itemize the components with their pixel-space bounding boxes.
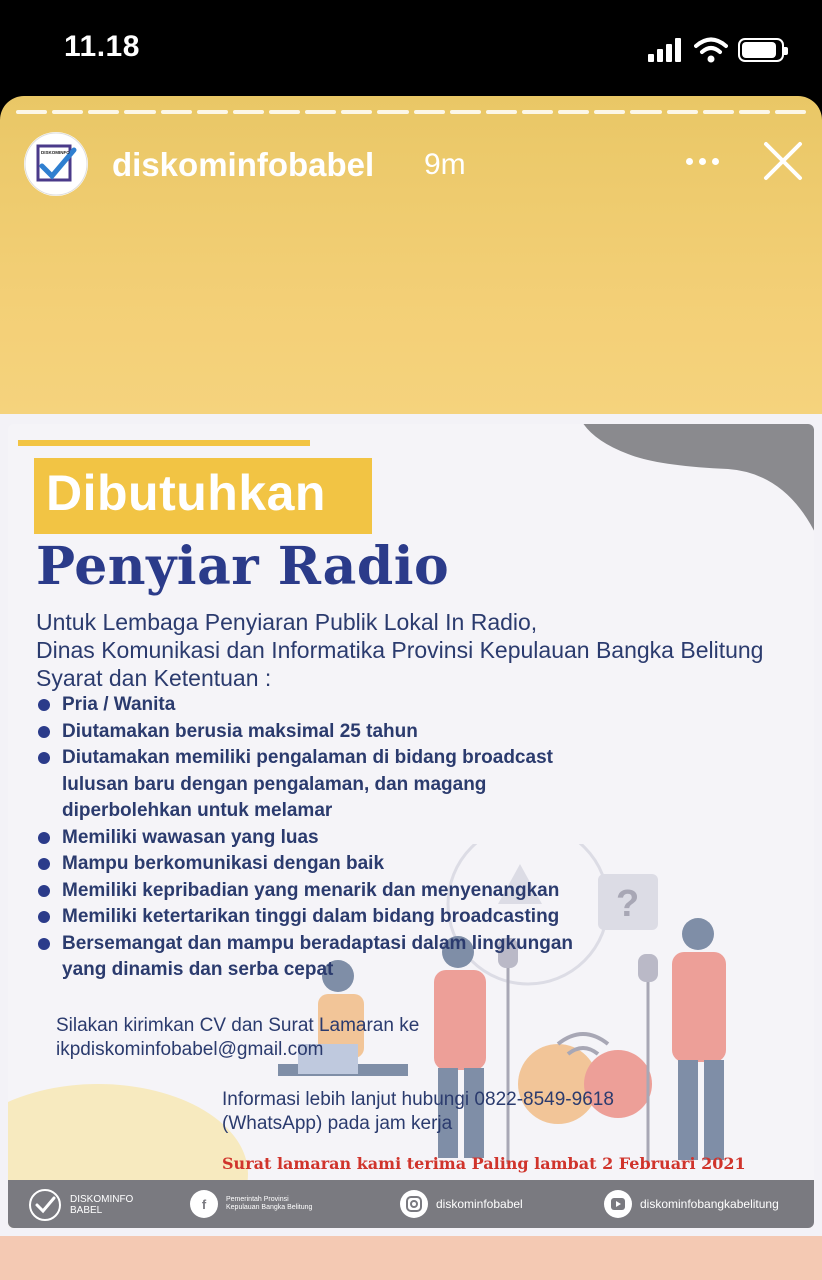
- requirement-item: Diutamakan memiliki pengalaman di bidang broadcast lulusan baru dengan pengalaman, dan magang diperbolehkan untuk melamar: [36, 745, 596, 825]
- deadline-text: Surat lamaran kami terima Paling lambat 2 Februari 2021: [222, 1154, 746, 1173]
- requirement-item: Mampu berkomunikasi dengan baik: [36, 851, 636, 878]
- footer-facebook: [190, 1190, 312, 1218]
- progress-segment: [161, 110, 192, 114]
- progress-segment: [52, 110, 83, 114]
- contact-phone: Informasi lebih lanjut hubungi 0822-8549-9618: [222, 1089, 614, 1110]
- intro-line: Syarat dan Ketentuan :: [36, 665, 272, 691]
- application-instructions: [56, 1014, 419, 1062]
- intro-text: [36, 608, 763, 692]
- story-bottom-background: [0, 1236, 822, 1280]
- progress-segment: [630, 110, 661, 114]
- facebook-icon: f: [190, 1190, 218, 1218]
- progress-segment: [233, 110, 264, 114]
- facebook-line: Pemerintah Provinsi: [226, 1196, 289, 1203]
- story-progress-bar: [16, 110, 806, 114]
- story-viewer[interactable]: [0, 96, 822, 1280]
- progress-segment: [739, 110, 770, 114]
- requirement-item: Bersemangat dan mampu beradaptasi dalam lingkungan yang dinamis dan serba cepat: [36, 931, 616, 984]
- send-text: Silakan kirimkan CV dan Surat Lamaran ke: [56, 1015, 420, 1036]
- svg-text:?: ?: [616, 883, 640, 925]
- poster-title: Penyiar Radio: [36, 536, 450, 597]
- footer-logo-line: BABEL: [70, 1205, 103, 1216]
- cellular-signal-icon: [648, 38, 684, 62]
- progress-segment: [305, 110, 336, 114]
- story-age: 9m: [424, 148, 466, 181]
- progress-segment: [775, 110, 806, 114]
- progress-segment: [594, 110, 625, 114]
- headline: Dibutuhkan: [46, 465, 326, 521]
- story-image: [0, 414, 822, 1236]
- progress-segment: [414, 110, 445, 114]
- account-username[interactable]: diskominfobabel: [112, 146, 375, 183]
- poster-footer: [8, 1180, 814, 1228]
- progress-segment: [124, 110, 155, 114]
- intro-line: Dinas Komunikasi dan Informatika Provinsi Kepulauan Bangka Belitung: [36, 637, 764, 663]
- story-header: [0, 128, 822, 208]
- requirements-list: [36, 692, 636, 984]
- intro-line: Untuk Lembaga Penyiaran Publik Lokal In Radio,: [36, 609, 538, 635]
- progress-segment: [486, 110, 517, 114]
- progress-segment: [450, 110, 481, 114]
- progress-segment: [522, 110, 553, 114]
- decorative-gray-shape: [568, 424, 814, 564]
- youtube-icon: [604, 1190, 632, 1218]
- progress-segment: [16, 110, 47, 114]
- progress-segment: [667, 110, 698, 114]
- progress-segment: [703, 110, 734, 114]
- progress-segment: [558, 110, 589, 114]
- instagram-handle: diskominfobabel: [436, 1196, 523, 1211]
- status-time: 11.18: [64, 30, 140, 63]
- requirement-item: Memiliki ketertarikan tinggi dalam bidang broadcasting: [36, 904, 636, 931]
- instagram-icon: [400, 1190, 428, 1218]
- footer-logo: [28, 1188, 133, 1222]
- wifi-icon: [694, 36, 728, 64]
- more-options-icon[interactable]: [686, 158, 720, 168]
- footer-youtube: [604, 1190, 779, 1218]
- close-icon[interactable]: [762, 140, 804, 182]
- requirement-item: Diutamakan berusia maksimal 25 tahun: [36, 719, 636, 746]
- requirement-item: Pria / Wanita: [36, 692, 636, 719]
- progress-segment: [341, 110, 372, 114]
- email-address: ikpdiskominfobabel@gmail.com: [56, 1039, 324, 1060]
- poster: [8, 424, 814, 1228]
- contact-info: [222, 1088, 614, 1136]
- checkmark-logo-icon: [28, 1188, 62, 1222]
- accent-line: [18, 440, 310, 446]
- avatar-logo-text: DISKOMINFO: [41, 150, 70, 155]
- progress-segment: [269, 110, 300, 114]
- account-avatar[interactable]: [24, 132, 88, 196]
- facebook-line: Kepulauan Bangka Belitung: [226, 1204, 313, 1211]
- requirement-item: Memiliki kepribadian yang menarik dan menyenangkan: [36, 878, 636, 905]
- progress-segment: [88, 110, 119, 114]
- progress-segment: [197, 110, 228, 114]
- requirement-item: Memiliki wawasan yang luas: [36, 825, 636, 852]
- footer-instagram: [400, 1190, 523, 1218]
- progress-segment: [377, 110, 408, 114]
- contact-hours: (WhatsApp) pada jam kerja: [222, 1113, 453, 1134]
- footer-logo-line: DISKOMINFO: [70, 1194, 134, 1205]
- status-bar: [0, 0, 822, 96]
- battery-icon: [738, 38, 784, 62]
- youtube-channel: diskominfobangkabelitung: [640, 1196, 779, 1211]
